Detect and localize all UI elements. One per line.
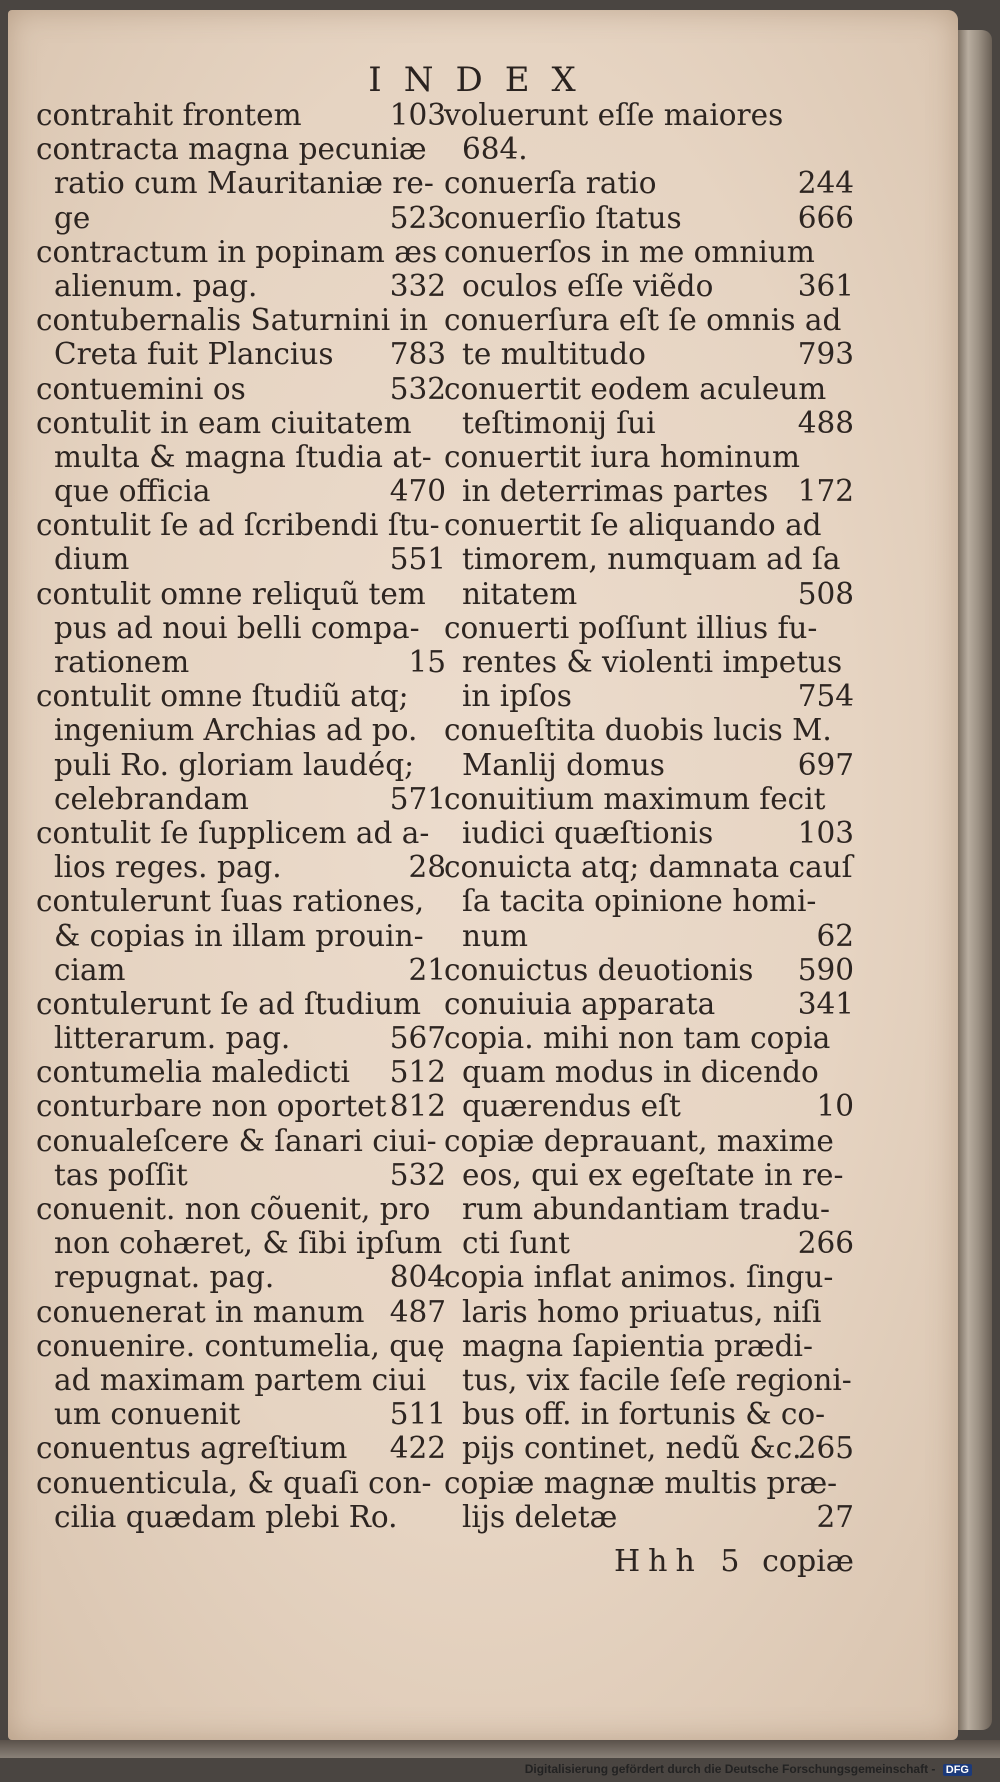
index-entry-page-number: 103: [797, 815, 854, 850]
index-entry-line: [444, 440, 854, 474]
index-entry-line: [36, 235, 446, 269]
index-entry-text: conturbare non oportet: [36, 1089, 387, 1124]
index-entry: [36, 132, 446, 235]
index-entry-page-number: 487: [389, 1294, 446, 1329]
index-entry: [444, 303, 854, 371]
index-column-right: [444, 98, 854, 1534]
index-entry-line: [36, 1397, 446, 1431]
index-entry-text: eos, qui ex egeſtate in re-: [462, 1157, 844, 1192]
index-entry-line: [444, 679, 854, 713]
index-entry: [444, 987, 854, 1021]
index-entry: [36, 1124, 446, 1192]
index-entry-line: [444, 1466, 854, 1500]
index-entry-line: [36, 132, 446, 166]
index-entry-text: 684.: [462, 132, 528, 167]
index-entry-page-number: 103: [389, 98, 446, 132]
index-entry-line: [36, 1226, 446, 1260]
index-entry-text: conualeſcere & ſanari ciui-: [36, 1123, 437, 1158]
index-entry-line: [36, 953, 446, 987]
index-entry: [36, 98, 446, 132]
index-entry-text: contulerunt ſe ad ſtudium: [36, 986, 422, 1021]
index-entry-text: conuertit iura hominum: [444, 439, 801, 474]
index-entry-text: ciam: [54, 952, 126, 987]
index-entry-line: [36, 850, 446, 884]
index-entry-line: [444, 1260, 854, 1294]
index-entry-line: [444, 1431, 854, 1465]
index-entry-line: [444, 303, 854, 337]
index-entry-text: contractum in popinam æs: [36, 234, 438, 269]
index-entry-page-number: 567: [389, 1021, 446, 1056]
index-entry-line: [444, 98, 854, 132]
index-entry-text: alienum. pag.: [54, 268, 258, 303]
index-entry-page-number: 590: [797, 952, 854, 987]
index-entry-line: [444, 1192, 854, 1226]
index-entry-text: in deterrimas partes: [462, 474, 769, 509]
index-entry-line: [444, 235, 854, 269]
index-entry-line: [444, 1055, 854, 1089]
index-entry-line: [444, 611, 854, 645]
index-entry-text: oculos eſſe viẽdo: [462, 268, 714, 303]
index-entry-text: dium: [54, 542, 130, 577]
index-entry-page-number: 804: [389, 1260, 446, 1295]
index-entry-line: [36, 713, 446, 747]
index-entry-text: & copias in illam prouin-: [54, 918, 424, 953]
index-entry: [36, 679, 446, 816]
index-entry-text: copia. mihi non tam copia: [444, 1021, 831, 1056]
index-entry-text: contulit omne reliquũ tem: [36, 576, 426, 611]
index-entry-text: contulit ſe ad ſcribendi ſtu-: [36, 508, 440, 543]
index-entry: [36, 508, 446, 576]
index-entry-text: conuerti poſſunt illius fu-: [444, 610, 818, 645]
index-entry-line: [444, 201, 854, 235]
index-entry-line: [444, 542, 854, 576]
index-entry-line: [36, 645, 446, 679]
index-entry-line: [36, 748, 446, 782]
index-entry: [36, 372, 446, 406]
index-entry-page-number: 783: [389, 337, 446, 372]
index-entry-text: ge: [54, 200, 91, 235]
index-entry-line: [444, 1226, 854, 1260]
index-entry-line: [36, 269, 446, 303]
index-entry-line: [444, 508, 854, 542]
index-entry-text: contubernalis Saturnini in: [36, 303, 428, 338]
index-entry: [444, 1021, 854, 1124]
index-entry-text: copiæ deprauant, maxime: [444, 1123, 834, 1158]
index-entry-line: [444, 1363, 854, 1397]
index-entry-line: [36, 1055, 446, 1089]
index-entry-line: [36, 884, 446, 918]
index-entry-text: quærendus eſt: [462, 1089, 681, 1124]
index-entry-text: num: [462, 918, 528, 953]
index-entry-page-number: 28: [408, 850, 446, 885]
index-entry-text: puli Ro. gloriam laudéq;: [54, 747, 415, 782]
index-entry-page-number: 754: [797, 679, 854, 714]
index-entry-text: magna ſapientia prædi-: [462, 1328, 813, 1363]
index-entry-page-number: 27: [816, 1499, 854, 1534]
index-entry: [36, 303, 446, 371]
index-entry-line: [36, 98, 446, 132]
index-entry-text: conuenticula, & quaſi con-: [36, 1465, 432, 1500]
index-entry-text: contrahit frontem: [36, 98, 302, 132]
index-entry-text: pus ad noui belli compa-: [54, 610, 420, 645]
index-entry-text: te multitudo: [462, 337, 646, 372]
index-entry-line: [444, 1124, 854, 1158]
index-entry-page-number: 172: [797, 474, 854, 509]
index-entry-line: [36, 542, 446, 576]
index-entry-page-number: 62: [816, 918, 854, 953]
index-entry-line: [444, 337, 854, 371]
index-entry-line: [36, 1158, 446, 1192]
index-entry: [36, 1295, 446, 1329]
index-entry: [444, 782, 854, 850]
index-entry-text: conuertit eodem aculeum: [444, 371, 827, 406]
index-entry: [36, 577, 446, 680]
index-entry: [444, 1124, 854, 1261]
index-entry-text: voluerunt eſſe maiores: [444, 98, 784, 132]
index-entry-text: tas poſſit: [54, 1157, 188, 1192]
index-entry-line: [36, 782, 446, 816]
index-entry-page-number: 21: [408, 952, 446, 987]
index-entry-page-number: 361: [797, 268, 854, 303]
index-entry-line: [444, 406, 854, 440]
index-entry-text: cilia quædam plebi Ro.: [54, 1499, 398, 1534]
index-entry-text: conuictus deuotionis: [444, 952, 754, 987]
index-entry-page-number: 15: [408, 645, 446, 679]
index-entry-page-number: 532: [389, 1157, 446, 1192]
page-title: INDEX: [368, 60, 598, 100]
index-entry-page-number: 812: [389, 1089, 446, 1124]
index-entry-line: [36, 1260, 446, 1294]
index-entry-page-number: 470: [389, 474, 446, 509]
index-entry: [36, 1329, 446, 1432]
index-entry-line: [444, 269, 854, 303]
index-entry-line: [36, 337, 446, 371]
index-entry-line: [36, 816, 446, 850]
index-entry-text: conuertit ſe aliquando ad: [444, 508, 822, 543]
index-entry-text: litterarum. pag.: [54, 1021, 291, 1056]
index-entry: [36, 1431, 446, 1465]
index-entry-line: [36, 611, 446, 645]
index-entry-line: [36, 474, 446, 508]
index-entry-line: [36, 201, 446, 235]
index-entry: [36, 1089, 446, 1123]
index-entry-line: [444, 474, 854, 508]
index-entry-text: conuitium maximum fecit: [444, 781, 826, 816]
index-entry-line: [36, 1466, 446, 1500]
index-entry-line: [444, 1021, 854, 1055]
index-entry-text: quam modus in dicendo: [462, 1055, 819, 1090]
index-entry-line: [36, 1089, 446, 1123]
index-entry: [444, 440, 854, 508]
index-entry: [36, 1192, 446, 1295]
index-entry-line: [444, 1397, 854, 1431]
index-entry: [444, 611, 854, 714]
index-entry-line: [36, 372, 446, 406]
index-entry: [444, 201, 854, 235]
index-entry-text: ſa tacita opinione homi-: [462, 884, 817, 919]
index-entry-text: conuerſos in me omnium: [444, 234, 815, 269]
index-entry-text: um conuenit: [54, 1397, 241, 1432]
index-entry: [36, 406, 446, 509]
digitization-credit: [525, 1762, 972, 1776]
index-entry-text: conuentus agreſtium: [36, 1431, 348, 1466]
dfg-logo-badge: DFG: [943, 1764, 972, 1776]
index-entry-text: ratio cum Mauritaniæ re-: [54, 166, 434, 201]
index-entry-page-number: 422: [389, 1431, 446, 1466]
index-entry-text: copiæ magnæ multis præ-: [444, 1465, 838, 1500]
index-entry-page-number: 666: [797, 200, 854, 235]
index-entry-text: bus off. in fortunis & co-: [462, 1397, 826, 1432]
index-entry-text: contracta magna pecuniæ: [36, 132, 427, 167]
index-entry-page-number: 571: [389, 781, 446, 816]
book-fore-edge: [958, 30, 992, 1730]
digitization-credit-text: Digitalisierung gefördert durch die Deutsche Forschungsgemeinschaft -: [524, 1762, 936, 1776]
index-entry: [36, 1055, 446, 1089]
index-entry-text: conuenire. contumelia, quę: [36, 1328, 445, 1363]
index-entry-text: rentes & violenti impetus: [462, 645, 843, 679]
index-entry: [36, 816, 446, 884]
index-entry-page-number: 551: [389, 542, 446, 577]
index-entry-text: conueſtita duobis lucis M.: [444, 713, 832, 748]
index-entry-line: [36, 508, 446, 542]
page-footer: [444, 1544, 854, 1580]
index-entry: [36, 987, 446, 1055]
index-entry: [444, 850, 854, 953]
index-entry-line: [36, 679, 446, 713]
index-entry: [36, 884, 446, 987]
index-entry-text: nitatem: [462, 576, 578, 611]
index-entry-line: [36, 1363, 446, 1397]
index-entry-line: [444, 816, 854, 850]
index-entry-text: contuemini os: [36, 371, 246, 406]
index-entry-text: lijs deletæ: [462, 1499, 618, 1534]
index-entry-text: conuerſura eſt ſe omnis ad: [444, 303, 842, 338]
index-entry-line: [36, 303, 446, 337]
index-entry-text: conuicta atq; damnata cauſ: [444, 850, 853, 885]
book-page: [8, 10, 958, 1740]
catchword: copiæ: [762, 1544, 854, 1579]
index-entry-line: [36, 1295, 446, 1329]
index-entry-text: que officia: [54, 474, 211, 509]
index-entry-page-number: 488: [797, 405, 854, 440]
index-entry-text: Manlij domus: [462, 747, 665, 782]
index-entry-text: rum abundantiam tradu-: [462, 1192, 831, 1226]
index-entry-line: [444, 132, 854, 166]
index-entry-text: non cohæret, & ſibi ipſum: [54, 1226, 443, 1261]
index-entry-line: [444, 166, 854, 200]
index-entry-text: celebrandam: [54, 781, 249, 816]
index-entry-text: contulerunt ſuas rationes,: [36, 884, 425, 919]
index-entry-page-number: 266: [797, 1226, 854, 1261]
index-entry-line: [444, 645, 854, 679]
index-entry-line: [444, 1500, 854, 1534]
index-entry-text: laris homo priuatus, niſi: [462, 1294, 822, 1329]
index-entry-page-number: 265: [797, 1431, 854, 1466]
index-entry-text: conuerſa ratio: [444, 166, 657, 201]
index-entry-text: iudici quæſtionis: [462, 815, 714, 850]
index-entry-text: cti ſunt: [462, 1226, 570, 1261]
index-entry-line: [36, 1329, 446, 1363]
index-entry-page-number: 512: [389, 1055, 446, 1090]
index-entry-page-number: 508: [797, 576, 854, 611]
index-entry-page-number: 332: [389, 268, 446, 303]
index-entry-page-number: 341: [797, 986, 854, 1021]
index-entry-line: [444, 919, 854, 953]
index-entry-text: ad maximam partem ciui: [54, 1362, 427, 1397]
index-entry-text: ingenium Archias ad po.: [54, 713, 418, 748]
index-entry-text: conuerſio ſtatus: [444, 200, 682, 235]
index-entry: [36, 1466, 446, 1534]
index-entry-line: [444, 1158, 854, 1192]
index-entry: [444, 372, 854, 440]
index-entry-text: pijs continet, nedũ &c.: [462, 1431, 802, 1466]
index-entry-text: contulit in eam ciuitatem: [36, 405, 412, 440]
index-entry-line: [444, 748, 854, 782]
index-entry-line: [444, 953, 854, 987]
index-entry: [444, 98, 854, 166]
book-bottom-edge: [0, 1740, 1000, 1758]
index-entry-line: [444, 782, 854, 816]
index-entry-line: [444, 577, 854, 611]
index-entry: [36, 235, 446, 303]
index-entry-text: multa & magna ſtudia at-: [54, 439, 432, 474]
index-entry-line: [36, 1431, 446, 1465]
index-entry-line: [36, 577, 446, 611]
index-entry-line: [444, 372, 854, 406]
index-entry-line: [444, 987, 854, 1021]
index-entry-line: [36, 166, 446, 200]
index-entry-line: [36, 440, 446, 474]
index-entry-text: lios reges. pag.: [54, 850, 282, 885]
index-entry: [444, 235, 854, 303]
index-entry-text: contumelia maledicti: [36, 1055, 350, 1090]
index-entry: [444, 166, 854, 200]
signature-mark: Hhh 5: [614, 1544, 748, 1579]
index-entry: [444, 713, 854, 781]
index-entry-text: in ipſos: [462, 679, 572, 714]
index-entry: [444, 953, 854, 987]
index-entry-page-number: 697: [797, 747, 854, 782]
index-entry-line: [36, 1124, 446, 1158]
index-entry-text: conuiuia apparata: [444, 986, 716, 1021]
index-entry-line: [444, 713, 854, 747]
index-entry-text: rationem: [54, 645, 190, 679]
index-entry-text: repugnat. pag.: [54, 1260, 275, 1295]
index-entry-line: [36, 919, 446, 953]
index-entry-text: tus, vix facile ſeſe regioni-: [462, 1362, 852, 1397]
index-entry-page-number: 523: [389, 200, 446, 235]
index-entry-page-number: 10: [816, 1089, 854, 1124]
index-entry: [444, 1260, 854, 1465]
index-entry-text: contulit omne ſtudiũ atq;: [36, 679, 409, 714]
index-entry-line: [444, 1089, 854, 1123]
index-entry-text: contulit ſe ſupplicem ad a-: [36, 815, 430, 850]
index-entry-line: [444, 850, 854, 884]
index-entry-page-number: 244: [797, 166, 854, 201]
index-entry: [444, 1466, 854, 1534]
index-entry-text: timorem, numquam ad ſa: [462, 542, 841, 577]
index-entry-page-number: 793: [797, 337, 854, 372]
index-entry-line: [444, 1295, 854, 1329]
index-entry-line: [444, 884, 854, 918]
index-column-left: [36, 98, 446, 1534]
index-entry-text: teſtimonij ſui: [462, 405, 656, 440]
index-entry-line: [36, 987, 446, 1021]
index-entry-line: [444, 1329, 854, 1363]
index-entry-line: [36, 1500, 446, 1534]
index-entry: [444, 508, 854, 611]
index-entry-line: [36, 1021, 446, 1055]
index-entry-text: copia inflat animos. ſingu-: [444, 1260, 834, 1295]
index-entry-text: conuenerat in manum: [36, 1294, 365, 1329]
index-entry-page-number: 511: [389, 1397, 446, 1432]
index-entry-line: [36, 406, 446, 440]
index-entry-text: Creta fuit Plancius: [54, 337, 334, 372]
index-entry-page-number: 532: [389, 371, 446, 406]
index-entry-line: [36, 1192, 446, 1226]
index-entry-text: conuenit. non cõuenit, pro: [36, 1192, 431, 1226]
